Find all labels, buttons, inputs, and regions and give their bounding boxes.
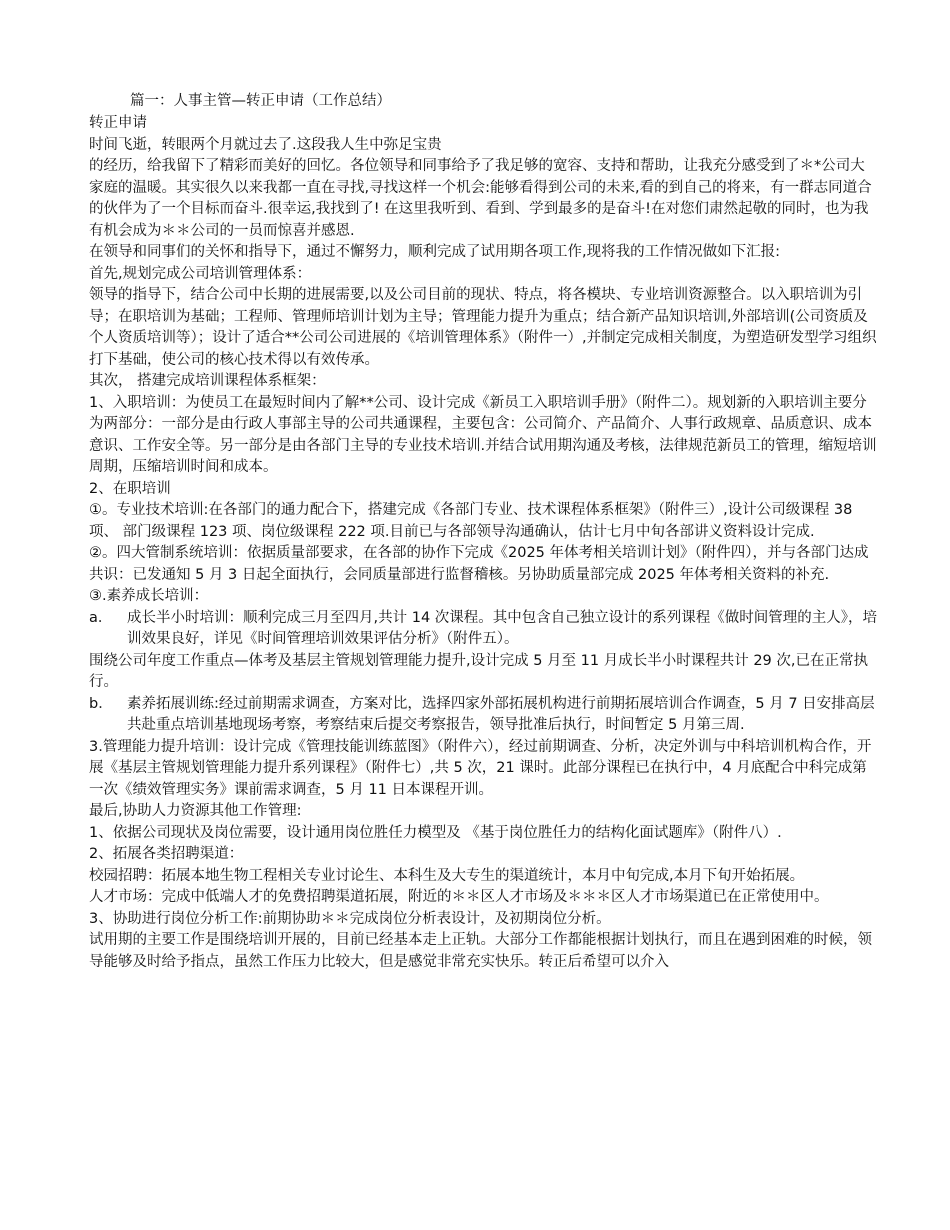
paragraph: 3、协助进行岗位分析工作:前期协助＊＊完成岗位分析表设计，及初期岗位分析。 — [89, 910, 611, 927]
paragraph: 转正申请 — [89, 115, 147, 131]
document-title: 篇一：人事主管—转正申请（工作总结） — [130, 93, 391, 109]
list-marker: a． — [89, 609, 113, 626]
paragraph: 最后,协助人力资源其他工作管理: — [89, 803, 302, 819]
paragraph: 首先,规划完成公司培训管理体系： — [89, 265, 312, 282]
paragraph: ②。四大管制系统培训：依据质量部要求，在各部的协作下完成《2025 年体考相关培训计划》（附件四），并与各部门达成共识：已发通知 5 月 3 日起全面执行，会同质量部进行监督稽核。另协助质量部完成 2025 年体考相关资料的补充. — [89, 545, 869, 583]
paragraph: ①。专业技术培训:在各部门的通力配合下，搭建完成《各部门专业、技术课程体系框架》（附件三）,设计公司级课程 38 项、 部门级课程 123 项、岗位级课程 222 项.目前已与各部领导沟通确认，估计七月中旬各部讲义资料设计完成. — [89, 502, 853, 540]
document-body — [89, 113, 879, 973]
paragraph: 时间飞逝，转眼两个月就过去了.这段我人生中弥足宝贵 — [89, 136, 442, 153]
paragraph: 围绕公司年度工作重点—体考及基层主管规划管理能力提升,设计完成 5 月至 11 月成长半小时课程共计 29 次,已在正常执行。 — [89, 652, 868, 690]
list-item-text: 成长半小时培训：顺利完成三月至四月,共计 14 次课程。其中包含自己独立设计的系列课程《做时间管理的主人》，培训效果良好，详见《时间管理培训效果评估分析》（附件五）。 — [127, 609, 878, 647]
paragraph: 在领导和同事们的关怀和指导下，通过不懈努力，顺利完成了试用期各项工作,现将我的工作情况做如下汇报: — [89, 244, 780, 260]
paragraph: ③.素养成长培训： — [89, 588, 209, 604]
paragraph: 试用期的主要工作是围绕培训开展的，目前已经基本走上正轨。大部分工作都能根据计划执行，而且在遇到困难的时候，领导能够及时给予指点，虽然工作压力比较大，但是感觉非常充实快乐。转正后希望可以介入 — [89, 932, 872, 970]
list-marker: b． — [89, 695, 113, 712]
paragraph: 1、入职培训：为使员工在最短时间内了解**公司、设计完成《新员工入职培训手册》（附件二）。规划新的入职培训主要分为两部分：一部分是由行政人事部主导的公司共通课程，主要包含：公司简介、产品简介、人事行政规章、品质意识、成本意识、工作安全等。另一部分是由各部门主导的专业技术培训.并结合试用期沟通及考核，法律规范新员工的管理，缩短培训周期，压缩培训时间和成本。 — [89, 394, 877, 475]
paragraph: 其次， 搭建完成培训课程体系框架： — [89, 373, 326, 389]
paragraph: 2、拓展各类招聘渠道： — [89, 846, 244, 862]
paragraph: 3.管理能力提升培训：设计完成《管理技能训练蓝图》（附件六），经过前期调查、分析，决定外训与中科培训机构合作，开展《基层主管规划管理能力提升系列课程》（附件七）,共 5 次，21 课时。此部分课程已在执行中，4 月底配合中科完成第一次《绩效管理实务》课前需求调查，5 月 11 日本课程开训。 — [89, 738, 872, 798]
paragraph: 2、在职培训 — [89, 480, 171, 497]
paragraph: 校园招聘：拓展本地生物工程相关专业讨论生、本科生及大专生的渠道统计，本月中旬完成,本月下旬开始拓展。 — [89, 867, 805, 884]
paragraph: 1、依据公司现状及岗位需要，设计通用岗位胜任力模型及 《基于岗位胜任力的结构化面试题库》（附件八）. — [89, 824, 782, 841]
list-item-b — [89, 694, 879, 737]
list-item-a — [89, 608, 879, 651]
paragraph: 领导的指导下，结合公司中长期的进展需要,以及公司目前的现状、特点，将各模块、专业培训资源整合。以入职培训为引导；在职培训为基础；工程师、管理师培训计划为主导；管理能力提升为重点；结合新产品知识培训,外部培训(公司资质及个人资质培训等）；设计了适合**公司公司进展的《培训管理体系》（附件一）,并制定完成相关制度，为塑造研发型学习组织打下基础，使公司的核心技术得以有效传承。 — [89, 287, 877, 368]
paragraph: 的经历，给我留下了精彩而美好的回忆。各位领导和同事给予了我足够的宽容、支持和帮助，让我充分感受到了＊*公司大家庭的温暖。其实很久以来我都一直在寻找,寻找这样一个机会:能够看得到公司的未来,看的到自己的将来，有一群志同道合的伙伴为了一个目标而奋斗.很幸运,我找到了! 在这里我听到、看到、学到最多的是奋斗!在对您们肃然起敬的同时，也为我有机会成为＊＊公司的一员而惊喜并感恩. — [89, 158, 872, 239]
paragraph: 人才市场：完成中低端人才的免费招聘渠道拓展，附近的＊＊区人才市场及＊＊＊区人才市场渠道已在正常使用中。 — [89, 889, 829, 905]
list-item-text: 素养拓展训练:经过前期需求调查，方案对比，选择四家外部拓展机构进行前期拓展培训合作调查，5 月 7 日安排高层共赴重点培训基地现场考察，考察结束后提交考察报告，领导批准后执行，时间暂定 5 月第三周. — [127, 695, 875, 733]
